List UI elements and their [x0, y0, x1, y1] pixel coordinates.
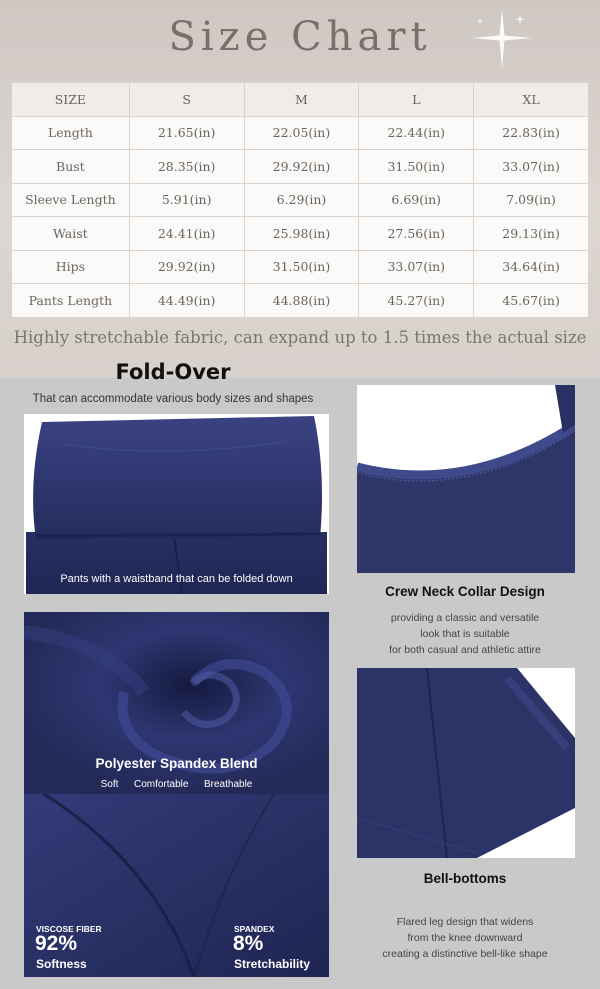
column-header: L [359, 83, 474, 117]
row-label: Hips [12, 250, 130, 284]
crew-neck-image [357, 385, 575, 573]
spandex-label: SPANDEX [234, 924, 275, 934]
table-row [12, 150, 589, 184]
row-label: Pants Length [12, 284, 130, 318]
table-cell: 29.92(in) [129, 250, 244, 284]
column-header: XL [474, 83, 589, 117]
spandex-percent: 8% [233, 932, 264, 955]
crew-neck-line: look that is suitable [420, 628, 510, 640]
fold-over-subheading: That can accommodate various body sizes and shapes [32, 393, 314, 405]
viscose-quality: Softness [36, 957, 87, 971]
spandex-quality: Stretchability [234, 957, 311, 971]
row-label: Waist [12, 217, 130, 251]
bell-bottoms-image [357, 668, 575, 858]
table-cell: 22.05(in) [244, 116, 359, 150]
fold-over-caption: Pants with a waistband that can be folded down [60, 573, 293, 585]
fabric-feature: Breathable [204, 779, 253, 790]
column-header: SIZE [12, 83, 130, 117]
table-cell: 6.69(in) [359, 183, 474, 217]
fabric-swirl-image [24, 612, 329, 794]
table-row [12, 284, 589, 318]
bell-bottoms-heading: Bell-bottoms [423, 871, 507, 886]
table-cell: 22.83(in) [474, 116, 589, 150]
fabric-features [24, 779, 329, 790]
fold-over-heading: Fold-Over [115, 360, 231, 384]
table-row [12, 250, 589, 284]
row-label: Sleeve Length [12, 183, 130, 217]
table-cell: 29.92(in) [244, 150, 359, 184]
table-cell: 22.44(in) [359, 116, 474, 150]
viscose-label: VISCOSE FIBER [36, 924, 102, 934]
crew-neck-description [340, 610, 590, 658]
table-cell: 5.91(in) [129, 183, 244, 217]
fabric-closeup-image [24, 794, 329, 977]
sparkle-icon [470, 6, 534, 70]
crew-neck-line: providing a classic and versatile [390, 612, 540, 624]
fold-over-waistband-image [24, 414, 329, 594]
table-cell: 31.50(in) [244, 250, 359, 284]
bell-bottoms-description [340, 914, 590, 962]
table-cell: 21.65(in) [129, 116, 244, 150]
viscose-percent: 92% [35, 932, 78, 955]
table-cell: 28.35(in) [129, 150, 244, 184]
fabric-feature: Comfortable [133, 779, 189, 790]
table-cell: 7.09(in) [474, 183, 589, 217]
table-cell: 27.56(in) [359, 217, 474, 251]
size-table [11, 82, 589, 318]
table-header-row [12, 83, 589, 117]
column-header: S [129, 83, 244, 117]
bell-bottoms-line: creating a distinctive bell-like shape [382, 948, 548, 960]
table-row [12, 116, 589, 150]
table-cell: 31.50(in) [359, 150, 474, 184]
page-title: Size Chart [168, 14, 432, 60]
stretch-note: Highly stretchable fabric, can expand up to 1.5 times the actual size [13, 328, 587, 347]
table-row [12, 217, 589, 251]
fabric-feature: Soft [100, 779, 119, 790]
table-cell: 34.64(in) [474, 250, 589, 284]
crew-neck-line: for both casual and athletic attire [389, 644, 541, 656]
column-header: M [244, 83, 359, 117]
table-cell: 33.07(in) [474, 150, 589, 184]
row-label: Bust [12, 150, 130, 184]
fabric-heading: Polyester Spandex Blend [95, 756, 258, 771]
table-cell: 44.49(in) [129, 284, 244, 318]
table-row [12, 183, 589, 217]
table-cell: 45.27(in) [359, 284, 474, 318]
table-cell: 24.41(in) [129, 217, 244, 251]
bell-bottoms-line: Flared leg design that widens [396, 916, 534, 928]
crew-neck-heading: Crew Neck Collar Design [385, 584, 545, 599]
row-label: Length [12, 116, 130, 150]
table-cell: 29.13(in) [474, 217, 589, 251]
bell-bottoms-line: from the knee downward [407, 932, 523, 944]
table-cell: 45.67(in) [474, 284, 589, 318]
table-cell: 25.98(in) [244, 217, 359, 251]
table-cell: 33.07(in) [359, 250, 474, 284]
table-cell: 44.88(in) [244, 284, 359, 318]
table-cell: 6.29(in) [244, 183, 359, 217]
